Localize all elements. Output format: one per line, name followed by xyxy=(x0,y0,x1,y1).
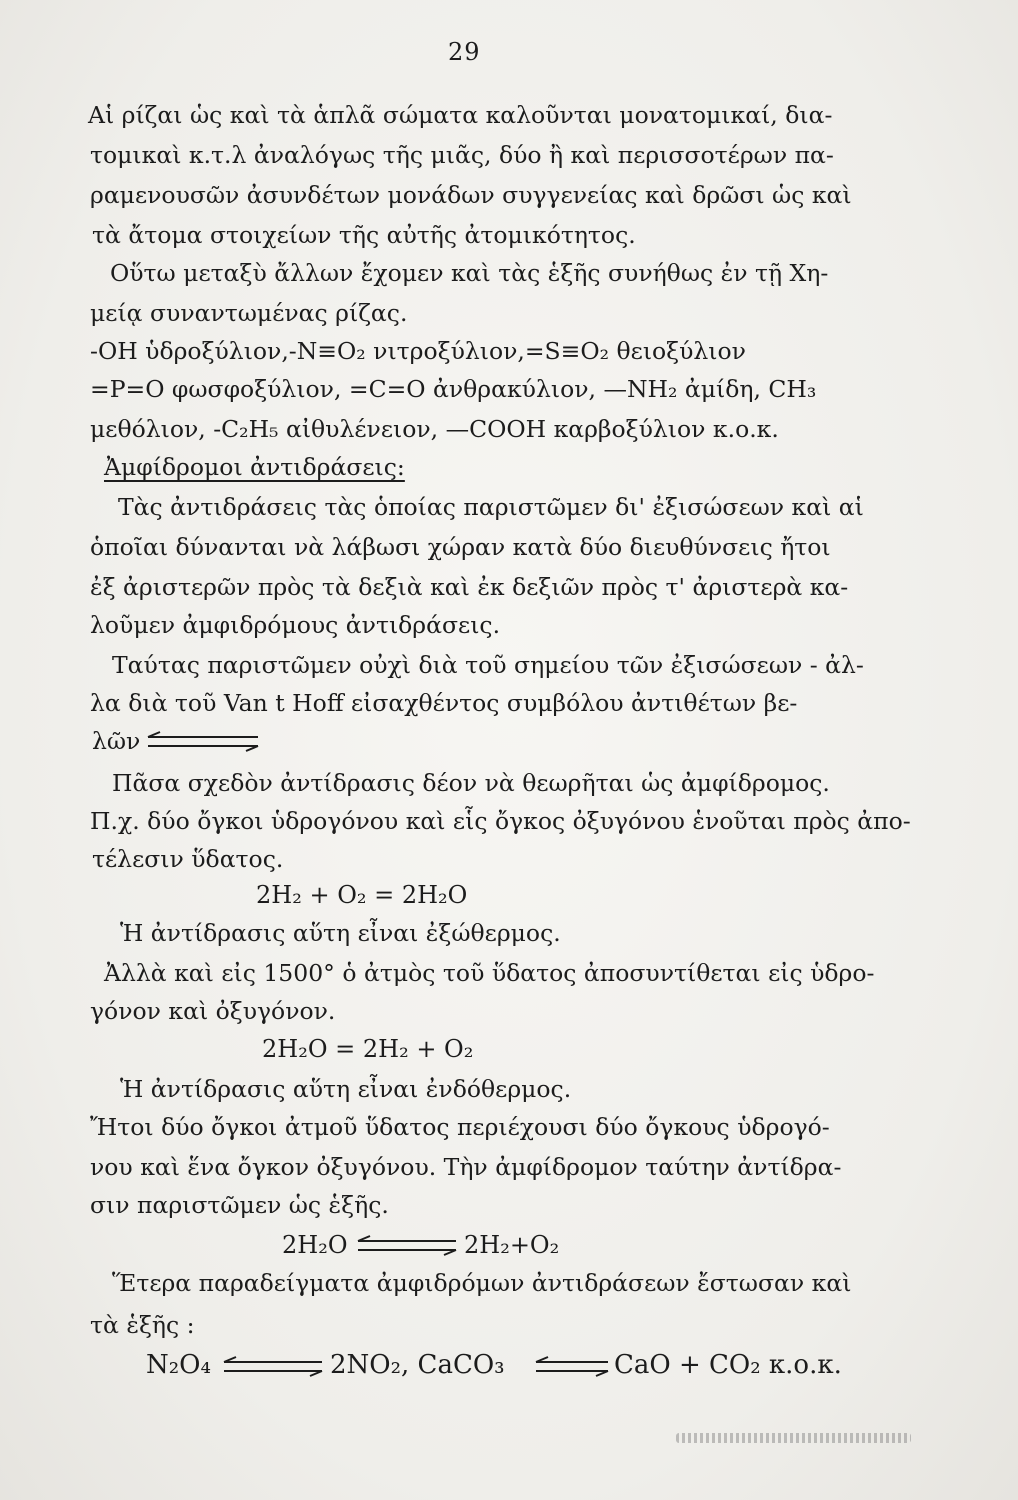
page-number: 29 xyxy=(448,38,481,66)
example-equation-right: CaO + CO₂ κ.ο.κ. xyxy=(614,1350,842,1380)
text-line: -OH ὑδροξύλιον,-N≡O₂ νιτροξύλιον,=S≡O₂ θειοξύλιον xyxy=(90,337,746,365)
reversible-equation-left: 2H₂O xyxy=(282,1231,348,1259)
text-line: τὰ ἑξῆς : xyxy=(90,1311,195,1339)
example-equation-middle: 2NO₂, CaCO₃ xyxy=(330,1350,505,1380)
text-line: τὰ ἄτομα στοιχείων τῆς αὐτῆς ἀτομικότητος. xyxy=(92,221,636,249)
text-line: Ἤτοι δύο ὄγκοι ἀτμοῦ ὕδατος περιέχουσι δύο ὄγκους ὑδρογό- xyxy=(90,1113,830,1141)
text-line: μεθόλιον, -C₂H₅ αἰθυλένειον, —COOH καρβοξύλιον κ.ο.κ. xyxy=(90,415,779,443)
text-line: ὁποῖαι δύνανται νὰ λάβωσι χώραν κατὰ δύο διευθύνσεις ἤτοι xyxy=(90,533,831,561)
reversible-equation-right: 2H₂+O₂ xyxy=(464,1231,560,1259)
text-line: λοῦμεν ἀμφιδρόμους ἀντιδράσεις. xyxy=(90,611,501,639)
text-line: μείᾳ συναντωμένας ρίζας. xyxy=(90,299,408,327)
text-line: Πᾶσα σχεδὸν ἀντίδρασις δέον νὰ θεωρῆται ὡς ἀμφίδρομος. xyxy=(112,769,830,797)
text-line: λα διὰ τοῦ Van t Hoff εἰσαχθέντος συμβόλου ἀντιθέτων βε- xyxy=(90,689,798,717)
text-line: Ἡ ἀντίδρασις αὕτη εἶναι ἐνδόθερμος. xyxy=(120,1075,572,1103)
text-line: ἐξ ἀριστερῶν πρὸς τὰ δεξιὰ καὶ ἐκ δεξιῶν πρὸς τ' ἀριστερὰ κα- xyxy=(90,573,849,601)
equilibrium-arrows-icon xyxy=(356,1236,460,1256)
section-heading: Ἀμφίδρομοι ἀντιδράσεις: xyxy=(104,453,405,481)
text-line: Οὕτω μεταξὺ ἄλλων ἔχομεν καὶ τὰς ἑξῆς συνήθως ἐν τῇ Χη- xyxy=(110,259,829,287)
text-line: =P=O φωσφοξύλιον, =C=O ἀνθρακύλιον, —NH₂ ἀμίδη, CH₃ xyxy=(90,375,817,403)
text-line: Ταύτας παριστῶμεν οὐχὶ διὰ τοῦ σημείου τῶν ἐξισώσεων - ἀλ- xyxy=(112,651,864,679)
text-line: Ἕτερα παραδείγματα ἀμφιδρόμων ἀντιδράσεων ἔστωσαν καὶ xyxy=(112,1269,852,1297)
text-line: ραμενουσῶν ἀσυνδέτων μονάδων συγγενείας καὶ δρῶσι ὡς καὶ xyxy=(90,181,852,209)
equilibrium-arrows-icon xyxy=(146,732,262,752)
text-line: γόνον καὶ ὀξυγόνον. xyxy=(90,997,336,1025)
text-line: τέλεσιν ὕδατος. xyxy=(92,845,284,873)
text-line: Ἡ ἀντίδρασις αὕτη εἶναι ἐξώθερμος. xyxy=(120,919,561,947)
equilibrium-arrows-icon xyxy=(534,1357,612,1377)
scan-artifact xyxy=(676,1433,911,1443)
text-line: νου καὶ ἕνα ὄγκον ὀξυγόνου. Τὴν ἀμφίδρομον ταύτην ἀντίδρα- xyxy=(90,1153,842,1181)
equation-water-formation: 2H₂ + O₂ = 2H₂O xyxy=(256,881,468,909)
text-line: τομικαὶ κ.τ.λ ἀναλόγως τῆς μιᾶς, δύο ἢ καὶ περισσοτέρων πα- xyxy=(90,141,834,169)
text-line: Τὰς ἀντιδράσεις τὰς ὁποίας παριστῶμεν δι' ἐξισώσεων καὶ αἱ xyxy=(118,493,864,521)
equation-water-decomposition: 2H₂O = 2H₂ + O₂ xyxy=(262,1035,474,1063)
equilibrium-arrows-icon xyxy=(222,1357,326,1377)
text-line: σιν παριστῶμεν ὡς ἑξῆς. xyxy=(90,1191,389,1219)
example-equation-n2o4: N₂O₄ xyxy=(146,1350,211,1380)
text-line: Π.χ. δύο ὄγκοι ὑδρογόνου καὶ εἷς ὄγκος ὀξυγόνου ἑνοῦται πρὸς ἀπο- xyxy=(90,807,911,835)
text-line: Αἱ ρίζαι ὡς καὶ τὰ ἁπλᾶ σώματα καλοῦνται μονατομικαί, δια- xyxy=(88,101,833,129)
text-line: Ἀλλὰ καὶ εἰς 1500° ὁ ἀτμὸς τοῦ ὕδατος ἀποσυντίθεται εἰς ὑδρο- xyxy=(104,959,875,987)
text-line: λῶν xyxy=(92,727,141,755)
